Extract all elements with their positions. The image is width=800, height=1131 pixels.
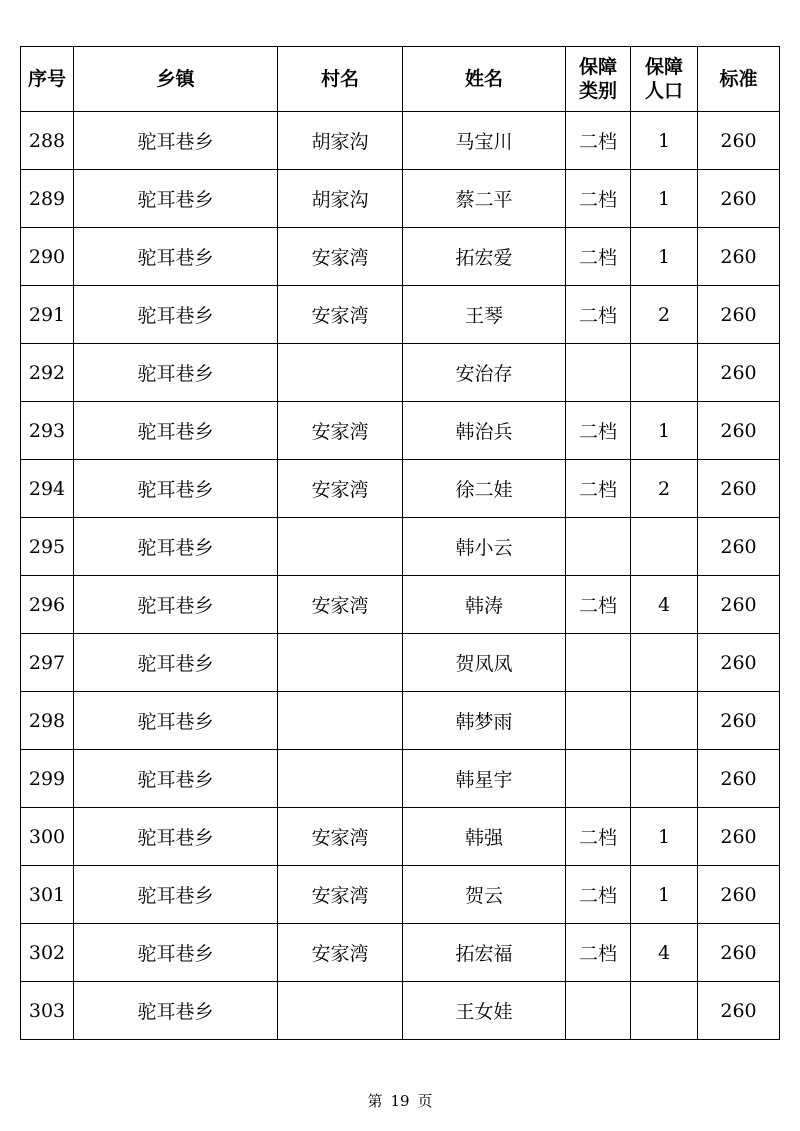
cell-people bbox=[631, 634, 698, 692]
cell-category: 二档 bbox=[566, 866, 631, 924]
cell-category: 二档 bbox=[566, 112, 631, 170]
cell-village bbox=[278, 692, 403, 750]
cell-name: 安治存 bbox=[403, 344, 566, 402]
cell-standard: 260 bbox=[698, 286, 780, 344]
cell-people: 1 bbox=[631, 808, 698, 866]
cell-seq: 293 bbox=[21, 402, 74, 460]
header-name: 姓名 bbox=[403, 47, 566, 112]
cell-town: 驼耳巷乡 bbox=[74, 460, 278, 518]
cell-name: 韩涛 bbox=[403, 576, 566, 634]
cell-village: 安家湾 bbox=[278, 286, 403, 344]
cell-seq: 292 bbox=[21, 344, 74, 402]
cell-people: 1 bbox=[631, 112, 698, 170]
cell-standard: 260 bbox=[698, 982, 780, 1040]
footer-prefix: 第 bbox=[367, 1092, 383, 1110]
cell-town: 驼耳巷乡 bbox=[74, 402, 278, 460]
cell-seq: 296 bbox=[21, 576, 74, 634]
cell-seq: 303 bbox=[21, 982, 74, 1040]
cell-village: 安家湾 bbox=[278, 460, 403, 518]
header-seq: 序号 bbox=[21, 47, 74, 112]
cell-standard: 260 bbox=[698, 634, 780, 692]
cell-category: 二档 bbox=[566, 286, 631, 344]
cell-people: 2 bbox=[631, 460, 698, 518]
cell-name: 拓宏福 bbox=[403, 924, 566, 982]
table-row bbox=[21, 286, 780, 344]
cell-people: 4 bbox=[631, 924, 698, 982]
table-row bbox=[21, 112, 780, 170]
cell-town: 驼耳巷乡 bbox=[74, 344, 278, 402]
table-row bbox=[21, 576, 780, 634]
cell-seq: 301 bbox=[21, 866, 74, 924]
cell-town: 驼耳巷乡 bbox=[74, 692, 278, 750]
cell-name: 韩星宇 bbox=[403, 750, 566, 808]
cell-seq: 297 bbox=[21, 634, 74, 692]
header-people bbox=[631, 47, 698, 112]
cell-seq: 300 bbox=[21, 808, 74, 866]
cell-standard: 260 bbox=[698, 808, 780, 866]
cell-town: 驼耳巷乡 bbox=[74, 228, 278, 286]
cell-village: 胡家沟 bbox=[278, 112, 403, 170]
cell-village bbox=[278, 750, 403, 808]
cell-category bbox=[566, 750, 631, 808]
cell-town: 驼耳巷乡 bbox=[74, 634, 278, 692]
table-row bbox=[21, 170, 780, 228]
cell-village: 安家湾 bbox=[278, 576, 403, 634]
table-row bbox=[21, 982, 780, 1040]
table-row bbox=[21, 808, 780, 866]
header-category-line1: 保障 bbox=[578, 56, 617, 78]
cell-standard: 260 bbox=[698, 112, 780, 170]
cell-standard: 260 bbox=[698, 576, 780, 634]
cell-town: 驼耳巷乡 bbox=[74, 576, 278, 634]
assistance-roster-table bbox=[20, 46, 780, 1040]
cell-seq: 298 bbox=[21, 692, 74, 750]
cell-seq: 290 bbox=[21, 228, 74, 286]
header-category-line2: 类别 bbox=[578, 80, 617, 102]
header-people-line2: 人口 bbox=[644, 80, 683, 102]
table-row bbox=[21, 228, 780, 286]
page-footer bbox=[0, 1090, 800, 1111]
cell-category: 二档 bbox=[566, 460, 631, 518]
cell-town: 驼耳巷乡 bbox=[74, 750, 278, 808]
cell-standard: 260 bbox=[698, 866, 780, 924]
cell-category: 二档 bbox=[566, 808, 631, 866]
cell-town: 驼耳巷乡 bbox=[74, 982, 278, 1040]
cell-category bbox=[566, 518, 631, 576]
cell-village: 安家湾 bbox=[278, 866, 403, 924]
table-row bbox=[21, 460, 780, 518]
cell-seq: 302 bbox=[21, 924, 74, 982]
cell-standard: 260 bbox=[698, 170, 780, 228]
cell-name: 韩强 bbox=[403, 808, 566, 866]
cell-village: 安家湾 bbox=[278, 924, 403, 982]
cell-people bbox=[631, 982, 698, 1040]
cell-seq: 299 bbox=[21, 750, 74, 808]
cell-town: 驼耳巷乡 bbox=[74, 808, 278, 866]
table-row bbox=[21, 750, 780, 808]
table-row bbox=[21, 634, 780, 692]
cell-town: 驼耳巷乡 bbox=[74, 866, 278, 924]
cell-people bbox=[631, 750, 698, 808]
cell-village bbox=[278, 634, 403, 692]
cell-town: 驼耳巷乡 bbox=[74, 286, 278, 344]
cell-town: 驼耳巷乡 bbox=[74, 112, 278, 170]
page-number: 19 bbox=[390, 1092, 410, 1110]
cell-village: 安家湾 bbox=[278, 808, 403, 866]
cell-category bbox=[566, 344, 631, 402]
table-body bbox=[21, 112, 780, 1040]
cell-people: 1 bbox=[631, 402, 698, 460]
cell-name: 王女娃 bbox=[403, 982, 566, 1040]
header-people-line1: 保障 bbox=[644, 56, 683, 78]
cell-seq: 294 bbox=[21, 460, 74, 518]
cell-people: 1 bbox=[631, 866, 698, 924]
header-village: 村名 bbox=[278, 47, 403, 112]
cell-name: 王琴 bbox=[403, 286, 566, 344]
cell-category bbox=[566, 982, 631, 1040]
cell-standard: 260 bbox=[698, 750, 780, 808]
table-row bbox=[21, 518, 780, 576]
cell-people bbox=[631, 344, 698, 402]
cell-name: 蔡二平 bbox=[403, 170, 566, 228]
cell-standard: 260 bbox=[698, 518, 780, 576]
cell-people bbox=[631, 518, 698, 576]
cell-standard: 260 bbox=[698, 344, 780, 402]
cell-town: 驼耳巷乡 bbox=[74, 924, 278, 982]
cell-standard: 260 bbox=[698, 692, 780, 750]
cell-people: 1 bbox=[631, 170, 698, 228]
cell-category bbox=[566, 692, 631, 750]
cell-seq: 295 bbox=[21, 518, 74, 576]
cell-standard: 260 bbox=[698, 402, 780, 460]
cell-category: 二档 bbox=[566, 576, 631, 634]
header-row bbox=[21, 47, 780, 112]
cell-village: 安家湾 bbox=[278, 402, 403, 460]
cell-name: 马宝川 bbox=[403, 112, 566, 170]
cell-village: 安家湾 bbox=[278, 228, 403, 286]
table-header bbox=[21, 47, 780, 112]
header-category bbox=[566, 47, 631, 112]
cell-category: 二档 bbox=[566, 924, 631, 982]
cell-village bbox=[278, 982, 403, 1040]
table-row bbox=[21, 924, 780, 982]
cell-seq: 288 bbox=[21, 112, 74, 170]
cell-name: 徐二娃 bbox=[403, 460, 566, 518]
cell-name: 贺凤凤 bbox=[403, 634, 566, 692]
cell-standard: 260 bbox=[698, 228, 780, 286]
cell-seq: 289 bbox=[21, 170, 74, 228]
cell-village bbox=[278, 344, 403, 402]
cell-village bbox=[278, 518, 403, 576]
cell-town: 驼耳巷乡 bbox=[74, 518, 278, 576]
cell-standard: 260 bbox=[698, 924, 780, 982]
cell-name: 拓宏爱 bbox=[403, 228, 566, 286]
header-town: 乡镇 bbox=[74, 47, 278, 112]
cell-people bbox=[631, 692, 698, 750]
cell-people: 1 bbox=[631, 228, 698, 286]
cell-town: 驼耳巷乡 bbox=[74, 170, 278, 228]
cell-people: 2 bbox=[631, 286, 698, 344]
table-row bbox=[21, 402, 780, 460]
cell-category: 二档 bbox=[566, 402, 631, 460]
header-standard: 标准 bbox=[698, 47, 780, 112]
cell-category: 二档 bbox=[566, 228, 631, 286]
table-row bbox=[21, 344, 780, 402]
table-row bbox=[21, 866, 780, 924]
cell-people: 4 bbox=[631, 576, 698, 634]
cell-name: 韩小云 bbox=[403, 518, 566, 576]
cell-category: 二档 bbox=[566, 170, 631, 228]
footer-suffix: 页 bbox=[417, 1092, 433, 1110]
cell-name: 韩梦雨 bbox=[403, 692, 566, 750]
cell-name: 贺云 bbox=[403, 866, 566, 924]
cell-seq: 291 bbox=[21, 286, 74, 344]
cell-name: 韩治兵 bbox=[403, 402, 566, 460]
cell-standard: 260 bbox=[698, 460, 780, 518]
cell-village: 胡家沟 bbox=[278, 170, 403, 228]
table-row bbox=[21, 692, 780, 750]
cell-category bbox=[566, 634, 631, 692]
